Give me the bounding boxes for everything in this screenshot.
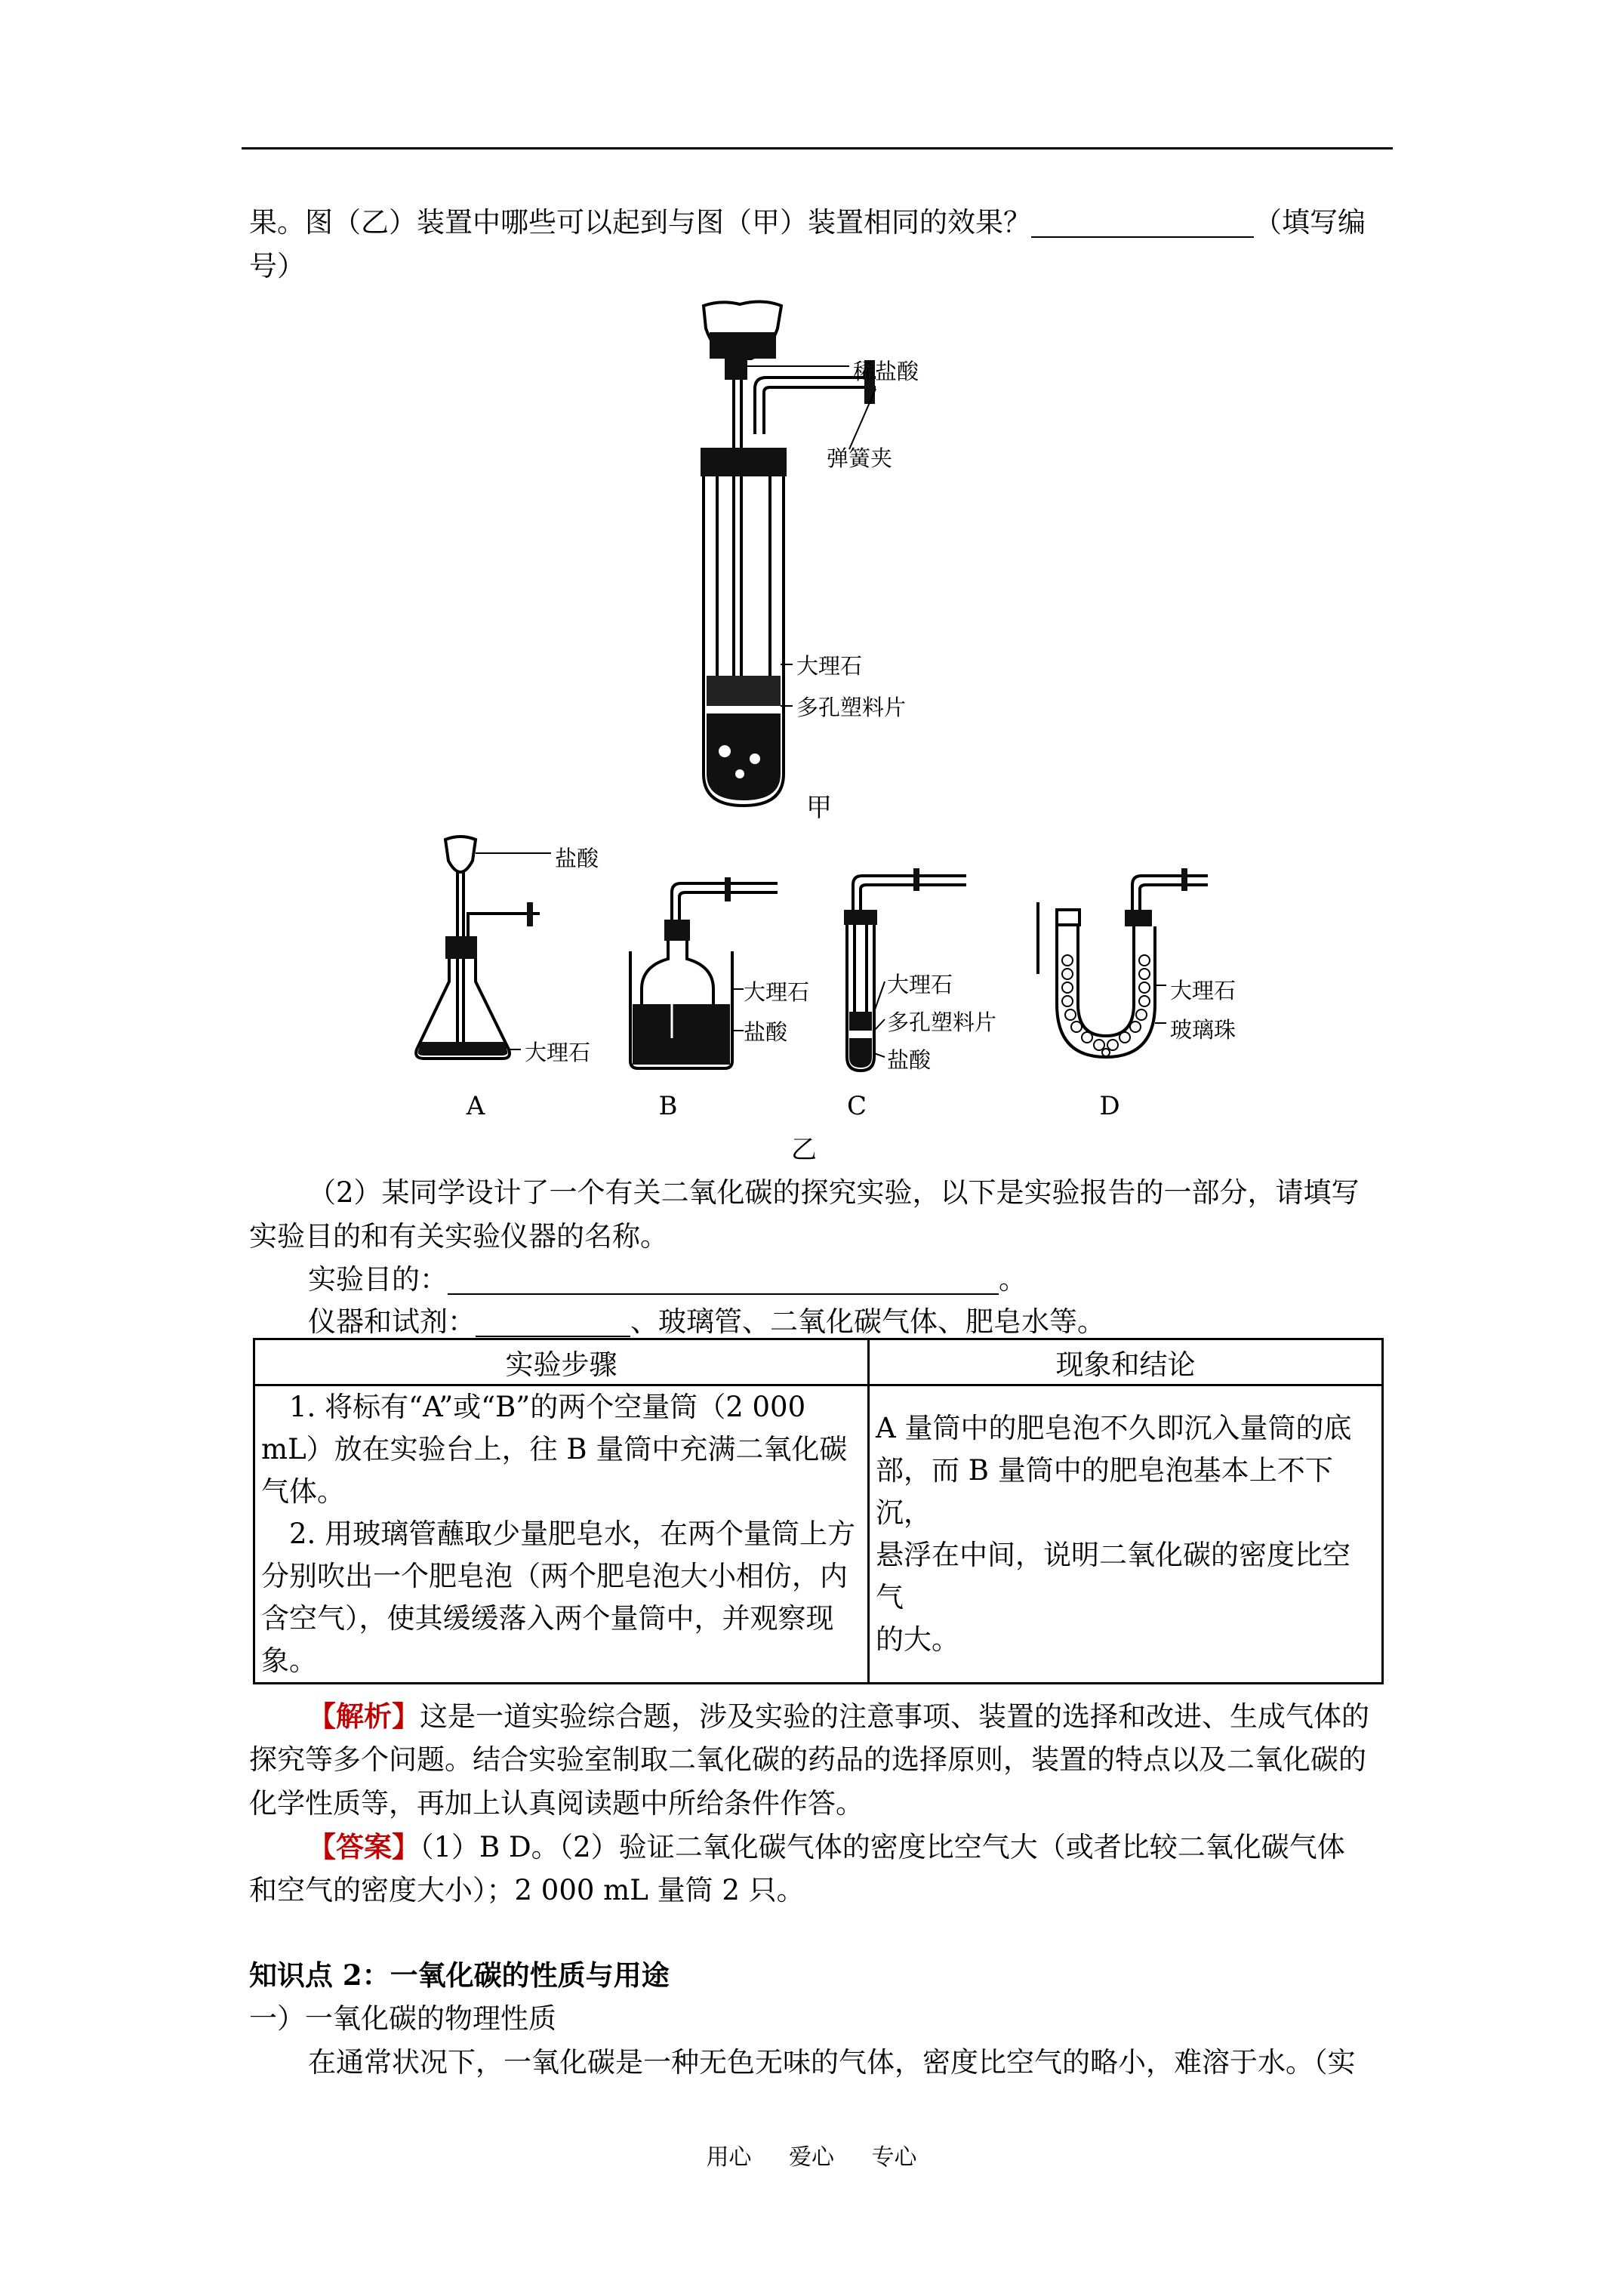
page-footer: 用心 爱心 专心 [706,2144,917,2171]
step-line: 气体。 [261,1475,345,1508]
label-spring-clip: 弹簧夹 [827,445,893,471]
q2-purpose-line [308,1259,1393,1301]
header-steps: 实验步骤 [254,1339,869,1385]
step-line: 象。 [261,1644,317,1677]
label-d-marble: 大理石 [1170,978,1236,1003]
knowledge-2-title: 知识点 2：一氧化碳的性质与用途 [249,1959,670,1992]
answer-line-1 [308,1826,1393,1869]
q2-line-1: （2）某同学设计了一个有关二氧化碳的探究实验，以下是实验报告的一部分，请填写 [308,1176,1360,1209]
letter-c: C [846,1091,867,1121]
label-c-hcl: 盐酸 [887,1047,932,1073]
q2-line-2: 实验目的和有关实验仪器的名称。 [249,1220,668,1253]
intro-line-1 [249,202,1393,244]
knowledge-2-subtitle: 一）一氧化碳的物理性质 [249,2002,556,2035]
label-b-hcl: 盐酸 [744,1019,788,1045]
analysis-line-1 [308,1695,1393,1738]
label-marble: 大理石 [796,653,863,679]
knowledge-2-line-1: 在通常状况下，一氧化碳是一种无色无味的气体，密度比空气的略小，难溶于水。（实 [308,2046,1356,2079]
label-c-porous-plate: 多孔塑料片 [887,1009,997,1035]
answer-tag: 【答案】 [308,1830,420,1863]
analysis-text: 这是一道实验综合题，涉及实验的注意事项、装置的选择和改进、生成气体的 [420,1700,1369,1733]
answer-line-2: 和空气的密度大小）；2 000 mL 量筒 2 只。 [249,1874,805,1906]
conclusion-line: 的大。 [876,1623,959,1656]
reagents-rest: 、玻璃管、二氧化碳气体、肥皂水等。 [630,1305,1105,1338]
step-line: mL）放在实验台上，往 B 量筒中充满二氧化碳 [261,1433,848,1465]
purpose-label: 实验目的： [308,1263,448,1296]
step-line: 2. 用玻璃管蘸取少量肥皂水，在两个量筒上方 [261,1518,856,1550]
figure-jia-apparatus [649,298,1012,812]
purpose-end: 。 [999,1263,1027,1296]
analysis-tag: 【解析】 [308,1700,420,1733]
steps-cell [254,1385,869,1684]
analysis-line-3: 化学性质等，再加上认真阅读题中所给条件作答。 [249,1787,864,1820]
header-rule [242,147,1393,149]
step-line: 含空气），使其缓缓落入两个量筒中，并观察现 [261,1602,834,1635]
step-line: 1. 将标有“A”或“B”的两个空量筒（2 000 [261,1391,806,1423]
reagents-blank[interactable] [476,1305,630,1337]
intro-text-tail: （填写编 [1254,206,1366,239]
label-b-marble: 大理石 [744,979,810,1005]
conclusion-cell [869,1385,1383,1684]
caption-yi: 乙 [791,1135,817,1165]
label-a-hcl: 盐酸 [555,846,599,871]
analysis-line-2: 探究等多个问题。结合实验室制取二氧化碳的药品的选择原则，装置的特点以及二氧化碳的 [249,1743,1366,1776]
label-a-marble: 大理石 [525,1040,591,1065]
conclusion-line: 部，而 B 量筒中的肥皂泡基本上不下沉， [876,1454,1333,1529]
report-table [253,1338,1384,1684]
letter-b: B [658,1091,678,1121]
label-dilute-hcl: 稀盐酸 [853,359,919,384]
label-c-marble: 大理石 [887,972,953,997]
letter-a: A [466,1091,485,1121]
header-conclusion: 现象和结论 [869,1339,1383,1385]
purpose-blank[interactable] [448,1263,999,1295]
table-header-row [254,1339,1383,1385]
conclusion-line: 悬浮在中间，说明二氧化碳的密度比空气 [876,1539,1350,1613]
intro-text: 果。图（乙）装置中哪些可以起到与图（甲）装置相同的效果？ [249,206,1031,239]
intro-line-2: 号） [249,250,305,282]
answer-blank-1[interactable] [1031,206,1254,238]
step-line: 分别吹出一个肥皂泡（两个肥皂泡大小相仿，内 [261,1560,848,1592]
table-row [254,1385,1383,1684]
q2-reagents-line [308,1301,1393,1343]
caption-jia: 甲 [806,793,832,823]
label-porous-plate: 多孔塑料片 [796,695,907,720]
answer-text: （1）B D。（2）验证二氧化碳气体的密度比空气大（或者比较二氧化碳气体 [420,1831,1345,1863]
label-d-glass-beads: 玻璃珠 [1170,1017,1236,1043]
letter-d: D [1099,1091,1120,1121]
conclusion-line: A 量筒中的肥皂泡不久即沉入量筒的底 [876,1412,1352,1444]
reagents-label: 仪器和试剂： [308,1305,476,1338]
